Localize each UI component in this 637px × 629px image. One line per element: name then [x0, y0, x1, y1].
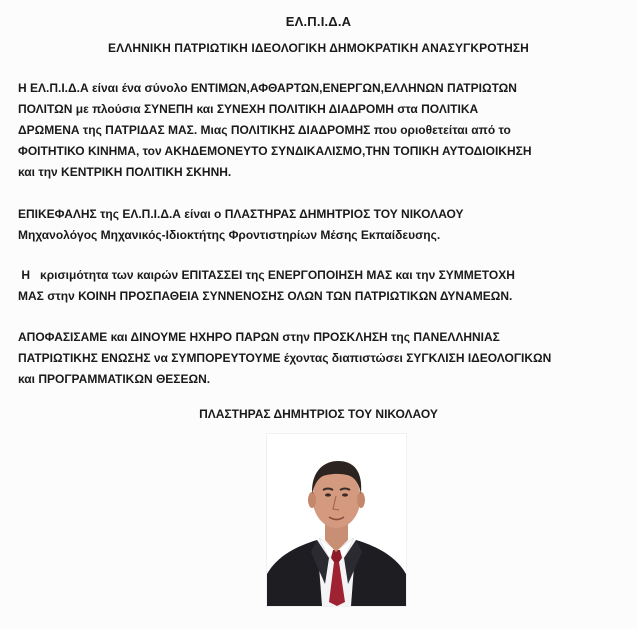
- signature-name: ΠΛΑΣΤΗΡΑΣ ΔΗΜΗΤΡΙΟΣ ΤΟΥ ΝΙΚΟΛΑΟΥ: [199, 407, 438, 421]
- paragraph-line: ΑΠΟΦΑΣΙΣΑΜΕ και ΔΙΝΟΥΜΕ ΗΧΗΡΟ ΠΑΡΩΝ στην ΠΡΟΣΚΛΗΣΗ της ΠΑΝΕΛΛΗΝΙΑΣ: [18, 330, 500, 344]
- paragraph-line: ΜΑΣ στην ΚΟΙΝΗ ΠΡΟΣΠΑΘΕΙΑ ΣΥΝΝΕΝΟΣΗΣ ΟΛΩΝ ΤΩΝ ΠΑΤΡΙΩΤΙΚΩΝ ΔΥΝΑΜΕΩΝ.: [18, 289, 513, 303]
- paragraph-line: ΔΡΩΜΕΝΑ της ΠΑΤΡΙΔΑΣ ΜΑΣ. Μιας ΠΟΛΙΤΙΚΗΣ ΔΙΑΔΡΟΜΗΣ που οριοθετείται από το: [18, 123, 511, 137]
- paragraph-line: Η ΕΛ.Π.Ι.Δ.Α είναι ένα σύνολο ΕΝΤΙΜΩΝ,ΑΦΘΑΡΤΩΝ,ΕΝΕΡΓΩΝ,ΕΛΛΗΝΩΝ ΠΑΤΡΙΩΤΩΝ: [18, 81, 517, 95]
- paragraph-line: Η κρισιμότητα των καιρών ΕΠΙΤΑΣΣΕΙ της ΕΝΕΡΓΟΠΟΙΗΣΗ ΜΑΣ και την ΣΥΜΜΕΤΟΧΗ: [18, 268, 515, 282]
- paragraph-decision: [18, 327, 628, 390]
- document-subtitle: ΕΛΛΗΝΙΚΗ ΠΑΤΡΙΩΤΙΚΗ ΙΔΕΟΛΟΓΙΚΗ ΔΗΜΟΚΡΑΤΙΚΗ ΑΝΑΣΥΓΚΡΟΤΗΣΗ: [108, 41, 529, 55]
- paragraph-line: Μηχανολόγος Μηχανικός-Ιδιοκτήτης Φροντιστηρίων Μέσης Εκπαίδευσης.: [18, 228, 441, 242]
- portrait-photo: [267, 434, 406, 606]
- document-title: ΕΛ.Π.Ι.Δ.Α: [285, 14, 352, 29]
- paragraph-line: και ΠΡΟΓΡΑΜΜΑΤΙΚΩΝ ΘΕΣΕΩΝ.: [18, 372, 211, 386]
- paragraph-line: ΕΠΙΚΕΦΑΛΗΣ της ΕΛ.Π.Ι.Δ.Α είναι ο ΠΛΑΣΤΗΡΑΣ ΔΗΜΗΤΡΙΟΣ ΤΟΥ ΝΙΚΟΛΑΟΥ: [18, 207, 464, 221]
- paragraph-leader: [18, 204, 628, 246]
- paragraph-line: ΠΟΛΙΤΩΝ με πλούσια ΣΥΝΕΠΗ και ΣΥΝΕΧΗ ΠΟΛΙΤΙΚΗ ΔΙΑΔΡΟΜΗ στα ΠΟΛΙΤΙΚΑ: [18, 102, 479, 116]
- paragraph-line: ΦΟΙΤΗΤΙΚΟ ΚΙΝΗΜΑ, τον ΑΚΗΔΕΜΟΝΕΥΤΟ ΣΥΝΔΙΚΑΛΙΣΜΟ,ΤΗΝ ΤΟΠΙΚΗ ΑΥΤΟΔΙΟΙΚΗΣΗ: [18, 144, 532, 158]
- paragraph-line: και την ΚΕΝΤΡΙΚΗ ΠΟΛΙΤΙΚΗ ΣΚΗΝΗ.: [18, 165, 232, 179]
- paragraph-call: [18, 265, 628, 307]
- paragraph-line: ΠΑΤΡΙΩΤΙΚΗΣ ΕΝΩΣΗΣ να ΣΥΜΠΟΡΕΥΤΟΥΜΕ έχοντας διαπιστώσει ΣΥΓΚΛΙΣΗ ΙΔΕΟΛΟΓΙΚΩΝ: [18, 351, 552, 365]
- paragraph-intro: [18, 78, 628, 183]
